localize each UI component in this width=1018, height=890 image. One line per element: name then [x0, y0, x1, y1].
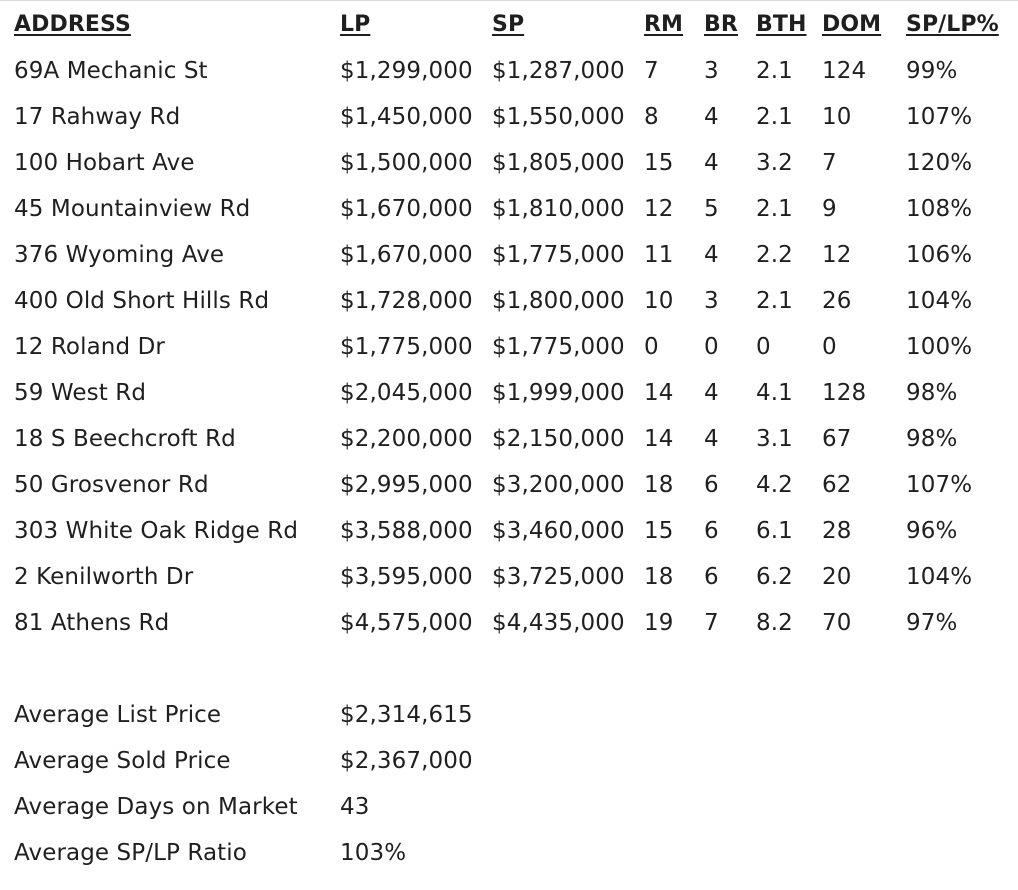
dom-cell: 28: [822, 518, 852, 544]
address-cell: 45 Mountainview Rd: [14, 196, 251, 222]
list-price-cell: $1,670,000: [340, 196, 473, 222]
table-row: [14, 508, 1018, 554]
bedrooms-cell: 0: [704, 334, 719, 360]
bedrooms-cell: 4: [704, 150, 719, 176]
rooms-cell: 19: [644, 610, 674, 636]
baths-cell: 6.1: [756, 518, 793, 544]
baths-cell: 2.1: [756, 104, 793, 130]
dom-cell: 0: [822, 334, 837, 360]
dom-cell: 20: [822, 564, 852, 590]
address-cell: 69A Mechanic St: [14, 58, 208, 84]
dom-cell: 7: [822, 150, 837, 176]
ratio-cell: 104%: [906, 564, 973, 590]
dom-cell: 10: [822, 104, 852, 130]
summary-table: [14, 692, 473, 876]
ratio-cell: 107%: [906, 104, 973, 130]
list-price-cell: $1,670,000: [340, 242, 473, 268]
table-row: [14, 140, 1018, 186]
ratio-cell: 98%: [906, 380, 958, 406]
bedrooms-cell: 3: [704, 58, 719, 84]
bedrooms-cell: 6: [704, 564, 719, 590]
list-price-cell: $4,575,000: [340, 610, 473, 636]
ratio-cell: 100%: [906, 334, 973, 360]
dom-cell: 70: [822, 610, 852, 636]
table-row: [14, 186, 1018, 232]
baths-cell: 4.1: [756, 380, 793, 406]
rooms-cell: 15: [644, 150, 674, 176]
header-sold-price: SP: [492, 11, 525, 37]
baths-cell: 2.1: [756, 58, 793, 84]
header-row: [14, 0, 1018, 48]
list-price-cell: $1,775,000: [340, 334, 473, 360]
address-cell: 12 Roland Dr: [14, 334, 165, 360]
dom-cell: 67: [822, 426, 852, 452]
table-body: [14, 48, 1018, 646]
bedrooms-cell: 6: [704, 518, 719, 544]
ratio-cell: 97%: [906, 610, 958, 636]
address-cell: 100 Hobart Ave: [14, 150, 195, 176]
header-address: ADDRESS: [14, 11, 131, 37]
list-price-cell: $1,728,000: [340, 288, 473, 314]
baths-cell: 2.1: [756, 196, 793, 222]
rooms-cell: 14: [644, 380, 674, 406]
dom-cell: 124: [822, 58, 867, 84]
ratio-cell: 99%: [906, 58, 958, 84]
rooms-cell: 15: [644, 518, 674, 544]
sold-price-cell: $1,810,000: [492, 196, 625, 222]
header-rooms: RM: [644, 11, 684, 37]
summary-row: [14, 738, 473, 784]
sold-price-cell: $1,287,000: [492, 58, 625, 84]
address-cell: 2 Kenilworth Dr: [14, 564, 194, 590]
sold-price-cell: $1,550,000: [492, 104, 625, 130]
table-row: [14, 554, 1018, 600]
list-price-cell: $1,500,000: [340, 150, 473, 176]
ratio-cell: 104%: [906, 288, 973, 314]
table-row: [14, 48, 1018, 94]
summary-value: 103%: [340, 840, 407, 866]
table-row: [14, 370, 1018, 416]
header-list-price: LP: [340, 11, 371, 37]
summary-label: Average Days on Market: [14, 794, 298, 820]
bedrooms-cell: 6: [704, 472, 719, 498]
header-days-on-market: DOM: [822, 11, 882, 37]
bedrooms-cell: 7: [704, 610, 719, 636]
baths-cell: 3.2: [756, 150, 793, 176]
table-row: [14, 416, 1018, 462]
table-row: [14, 94, 1018, 140]
baths-cell: 2.1: [756, 288, 793, 314]
sold-price-cell: $2,150,000: [492, 426, 625, 452]
rooms-cell: 10: [644, 288, 674, 314]
ratio-cell: 106%: [906, 242, 973, 268]
table-row: [14, 600, 1018, 646]
ratio-cell: 108%: [906, 196, 973, 222]
sold-price-cell: $3,200,000: [492, 472, 625, 498]
summary-value: 43: [340, 794, 370, 820]
ratio-cell: 107%: [906, 472, 973, 498]
baths-cell: 2.2: [756, 242, 793, 268]
table-row: [14, 278, 1018, 324]
list-price-cell: $3,595,000: [340, 564, 473, 590]
table-row: [14, 324, 1018, 370]
summary-label: Average List Price: [14, 702, 222, 728]
bedrooms-cell: 4: [704, 426, 719, 452]
address-cell: 81 Athens Rd: [14, 610, 170, 636]
summary-label: Average SP/LP Ratio: [14, 840, 247, 866]
rooms-cell: 18: [644, 564, 674, 590]
bedrooms-cell: 3: [704, 288, 719, 314]
bedrooms-cell: 4: [704, 104, 719, 130]
summary-label: Average Sold Price: [14, 748, 231, 774]
baths-cell: 0: [756, 334, 771, 360]
rooms-cell: 8: [644, 104, 659, 130]
sales-table: [14, 0, 1018, 646]
dom-cell: 9: [822, 196, 837, 222]
rooms-cell: 7: [644, 58, 659, 84]
sold-price-cell: $3,460,000: [492, 518, 625, 544]
address-cell: 376 Wyoming Ave: [14, 242, 225, 268]
ratio-cell: 120%: [906, 150, 973, 176]
sold-price-cell: $1,775,000: [492, 242, 625, 268]
bedrooms-cell: 4: [704, 242, 719, 268]
list-price-cell: $3,588,000: [340, 518, 473, 544]
rooms-cell: 18: [644, 472, 674, 498]
header-bedrooms: BR: [704, 11, 738, 37]
summary-row: [14, 784, 473, 830]
list-price-cell: $1,450,000: [340, 104, 473, 130]
address-cell: 50 Grosvenor Rd: [14, 472, 209, 498]
dom-cell: 62: [822, 472, 852, 498]
bedrooms-cell: 4: [704, 380, 719, 406]
baths-cell: 3.1: [756, 426, 793, 452]
address-cell: 400 Old Short Hills Rd: [14, 288, 270, 314]
sold-price-cell: $1,775,000: [492, 334, 625, 360]
bedrooms-cell: 5: [704, 196, 719, 222]
sold-price-cell: $4,435,000: [492, 610, 625, 636]
address-cell: 59 West Rd: [14, 380, 147, 406]
list-price-cell: $1,299,000: [340, 58, 473, 84]
address-cell: 303 White Oak Ridge Rd: [14, 518, 299, 544]
baths-cell: 4.2: [756, 472, 793, 498]
dom-cell: 26: [822, 288, 852, 314]
summary-value: $2,367,000: [340, 748, 473, 774]
rooms-cell: 12: [644, 196, 674, 222]
baths-cell: 6.2: [756, 564, 793, 590]
table-row: [14, 232, 1018, 278]
header-baths: BTH: [756, 11, 807, 37]
list-price-cell: $2,045,000: [340, 380, 473, 406]
sold-price-cell: $1,805,000: [492, 150, 625, 176]
rooms-cell: 0: [644, 334, 659, 360]
address-cell: 17 Rahway Rd: [14, 104, 181, 130]
ratio-cell: 98%: [906, 426, 958, 452]
sold-price-cell: $1,800,000: [492, 288, 625, 314]
summary-row: [14, 830, 473, 876]
ratio-cell: 96%: [906, 518, 958, 544]
list-price-cell: $2,200,000: [340, 426, 473, 452]
rooms-cell: 11: [644, 242, 674, 268]
table-row: [14, 462, 1018, 508]
summary-row: [14, 692, 473, 738]
rooms-cell: 14: [644, 426, 674, 452]
address-cell: 18 S Beechcroft Rd: [14, 426, 236, 452]
dom-cell: 12: [822, 242, 852, 268]
sold-price-cell: $3,725,000: [492, 564, 625, 590]
summary-value: $2,314,615: [340, 702, 473, 728]
header-sp-lp-ratio: SP/LP%: [906, 11, 999, 37]
summary-body: [14, 692, 473, 876]
sold-price-cell: $1,999,000: [492, 380, 625, 406]
baths-cell: 8.2: [756, 610, 793, 636]
list-price-cell: $2,995,000: [340, 472, 473, 498]
dom-cell: 128: [822, 380, 867, 406]
